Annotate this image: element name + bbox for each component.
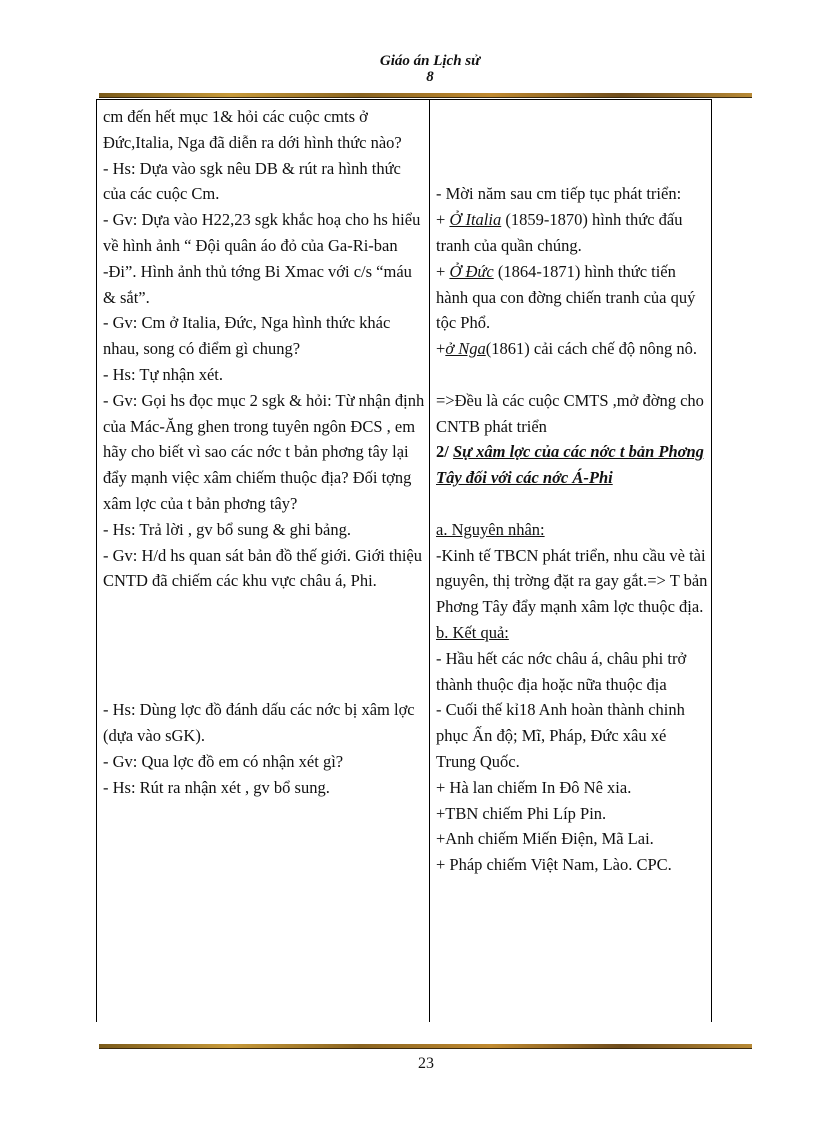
activity-paragraph: - Gv: Cm ở Italia, Đức, Nga hình thức khác nhau, song có điểm gì chung? xyxy=(103,313,391,359)
content-conclusion: =>Đều là các cuộc CMTS ,mở đờng cho CNTB phát triển xyxy=(436,390,704,436)
result-item: - Hầu hết các nớc châu á, châu phi trở thành thuộc địa hoặc nữa thuộc địa xyxy=(436,648,687,694)
result-item: - Cuối thế kỉ18 Anh hoàn thành chinh phục Ấn độ; Mĩ, Pháp, Đức xâu xé Trung Quốc. xyxy=(436,700,685,771)
activity-paragraph: - Gv: Gọi hs đọc mục 2 sgk & hỏi: Từ nhận định của Mác-Ăng ghen trong tuyên ngôn ĐCS , em hãy cho biết vì sao các nớc t bản phơng tây lại đẩy mạnh việc xâm chiếm thuộc địa? Đối tợng xâm lợc của t bản phơng tây? xyxy=(103,390,425,513)
section-2-heading: 2/ Sự xâm lợc của các nớc t bản Phơng Tây đối với các nớc Á-Phi xyxy=(436,442,704,488)
column-divider xyxy=(429,100,430,1022)
result-heading: b. Kết quả: xyxy=(436,622,509,642)
activity-paragraph: - Hs: Dựa vào sgk nêu DB & rút ra hình thức của các cuộc Cm. xyxy=(103,158,401,204)
header-rule xyxy=(99,93,752,98)
content-item-duc: + Ở Đức (1864-1871) hình thức tiến hành qua con đờng chiến tranh của quý tộc Phổ. xyxy=(436,261,696,333)
content-item-nga: +ở Nga(1861) cải cách chế độ nông nô. xyxy=(436,339,697,359)
lesson-content-column xyxy=(436,104,708,878)
cause-text: -Kinh tế TBCN phát triển, nhu cầu vè tài nguyên, thị trờng đặt ra gay gắt.=> T bản Phơng Tây đẩy mạnh xâm lợc thuộc địa. xyxy=(436,545,708,617)
lesson-table xyxy=(96,99,712,1022)
header-title: Giáo án Lịch sử xyxy=(379,53,481,69)
page-number: 23 xyxy=(418,1055,434,1072)
activity-paragraph: - Hs: Dùng lợc đồ đánh dấu các nớc bị xâm lợc (dựa vào sGK). xyxy=(103,700,415,746)
nga-label: ở Nga xyxy=(445,339,486,359)
header-grade: 8 xyxy=(426,69,434,85)
activity-paragraph: - Hs: Tự nhận xét. xyxy=(103,364,223,384)
footer-rule xyxy=(99,1044,752,1049)
duc-label: Ở Đức xyxy=(449,261,494,281)
italia-label: Ở Italia xyxy=(449,210,502,230)
activity-paragraph: cm đến hết mục 1& hỏi các cuộc cmts ở Đức,Italia, Nga đã diễn ra dới hình thức nào? xyxy=(103,107,402,152)
activity-paragraph: - Gv: Qua lợc đồ em có nhận xét gì? xyxy=(103,751,344,771)
activity-paragraph: - Hs: Trả lời , gv bổ sung & ghi bảng. xyxy=(103,519,351,539)
result-item: +Anh chiếm Miến Điện, Mã Lai. xyxy=(436,829,654,849)
content-item-italia: + Ở Italia (1859-1870) hình thức đấu tranh của quần chúng. xyxy=(436,210,683,255)
result-item: + Hà lan chiếm In Đô Nê xia. xyxy=(436,777,632,797)
content-intro: - Mời năm sau cm tiếp tục phát triển: xyxy=(436,184,682,204)
cause-heading: a. Nguyên nhân: xyxy=(436,519,545,539)
teacher-student-activity-column xyxy=(103,104,425,801)
result-item: + Pháp chiếm Việt Nam, Lào. CPC. xyxy=(436,855,672,875)
activity-paragraph: - Hs: Rút ra nhận xét , gv bổ sung. xyxy=(103,777,330,797)
page-header xyxy=(0,53,816,85)
result-item: +TBN chiếm Phi Líp Pin. xyxy=(436,803,607,823)
activity-paragraph: - Gv: H/d hs quan sát bản đồ thế giới. Giới thiệu CNTD đã chiếm các khu vực châu á, Phi. xyxy=(103,545,422,591)
activity-paragraph: - Gv: Dựa vào H22,23 sgk khắc hoạ cho hs hiểu về hình ảnh “ Đội quân áo đỏ của Ga-Ri-ban -Đi”. Hình ảnh thủ tớng Bi Xmac với c/s “máu & sắt”. xyxy=(103,210,421,307)
